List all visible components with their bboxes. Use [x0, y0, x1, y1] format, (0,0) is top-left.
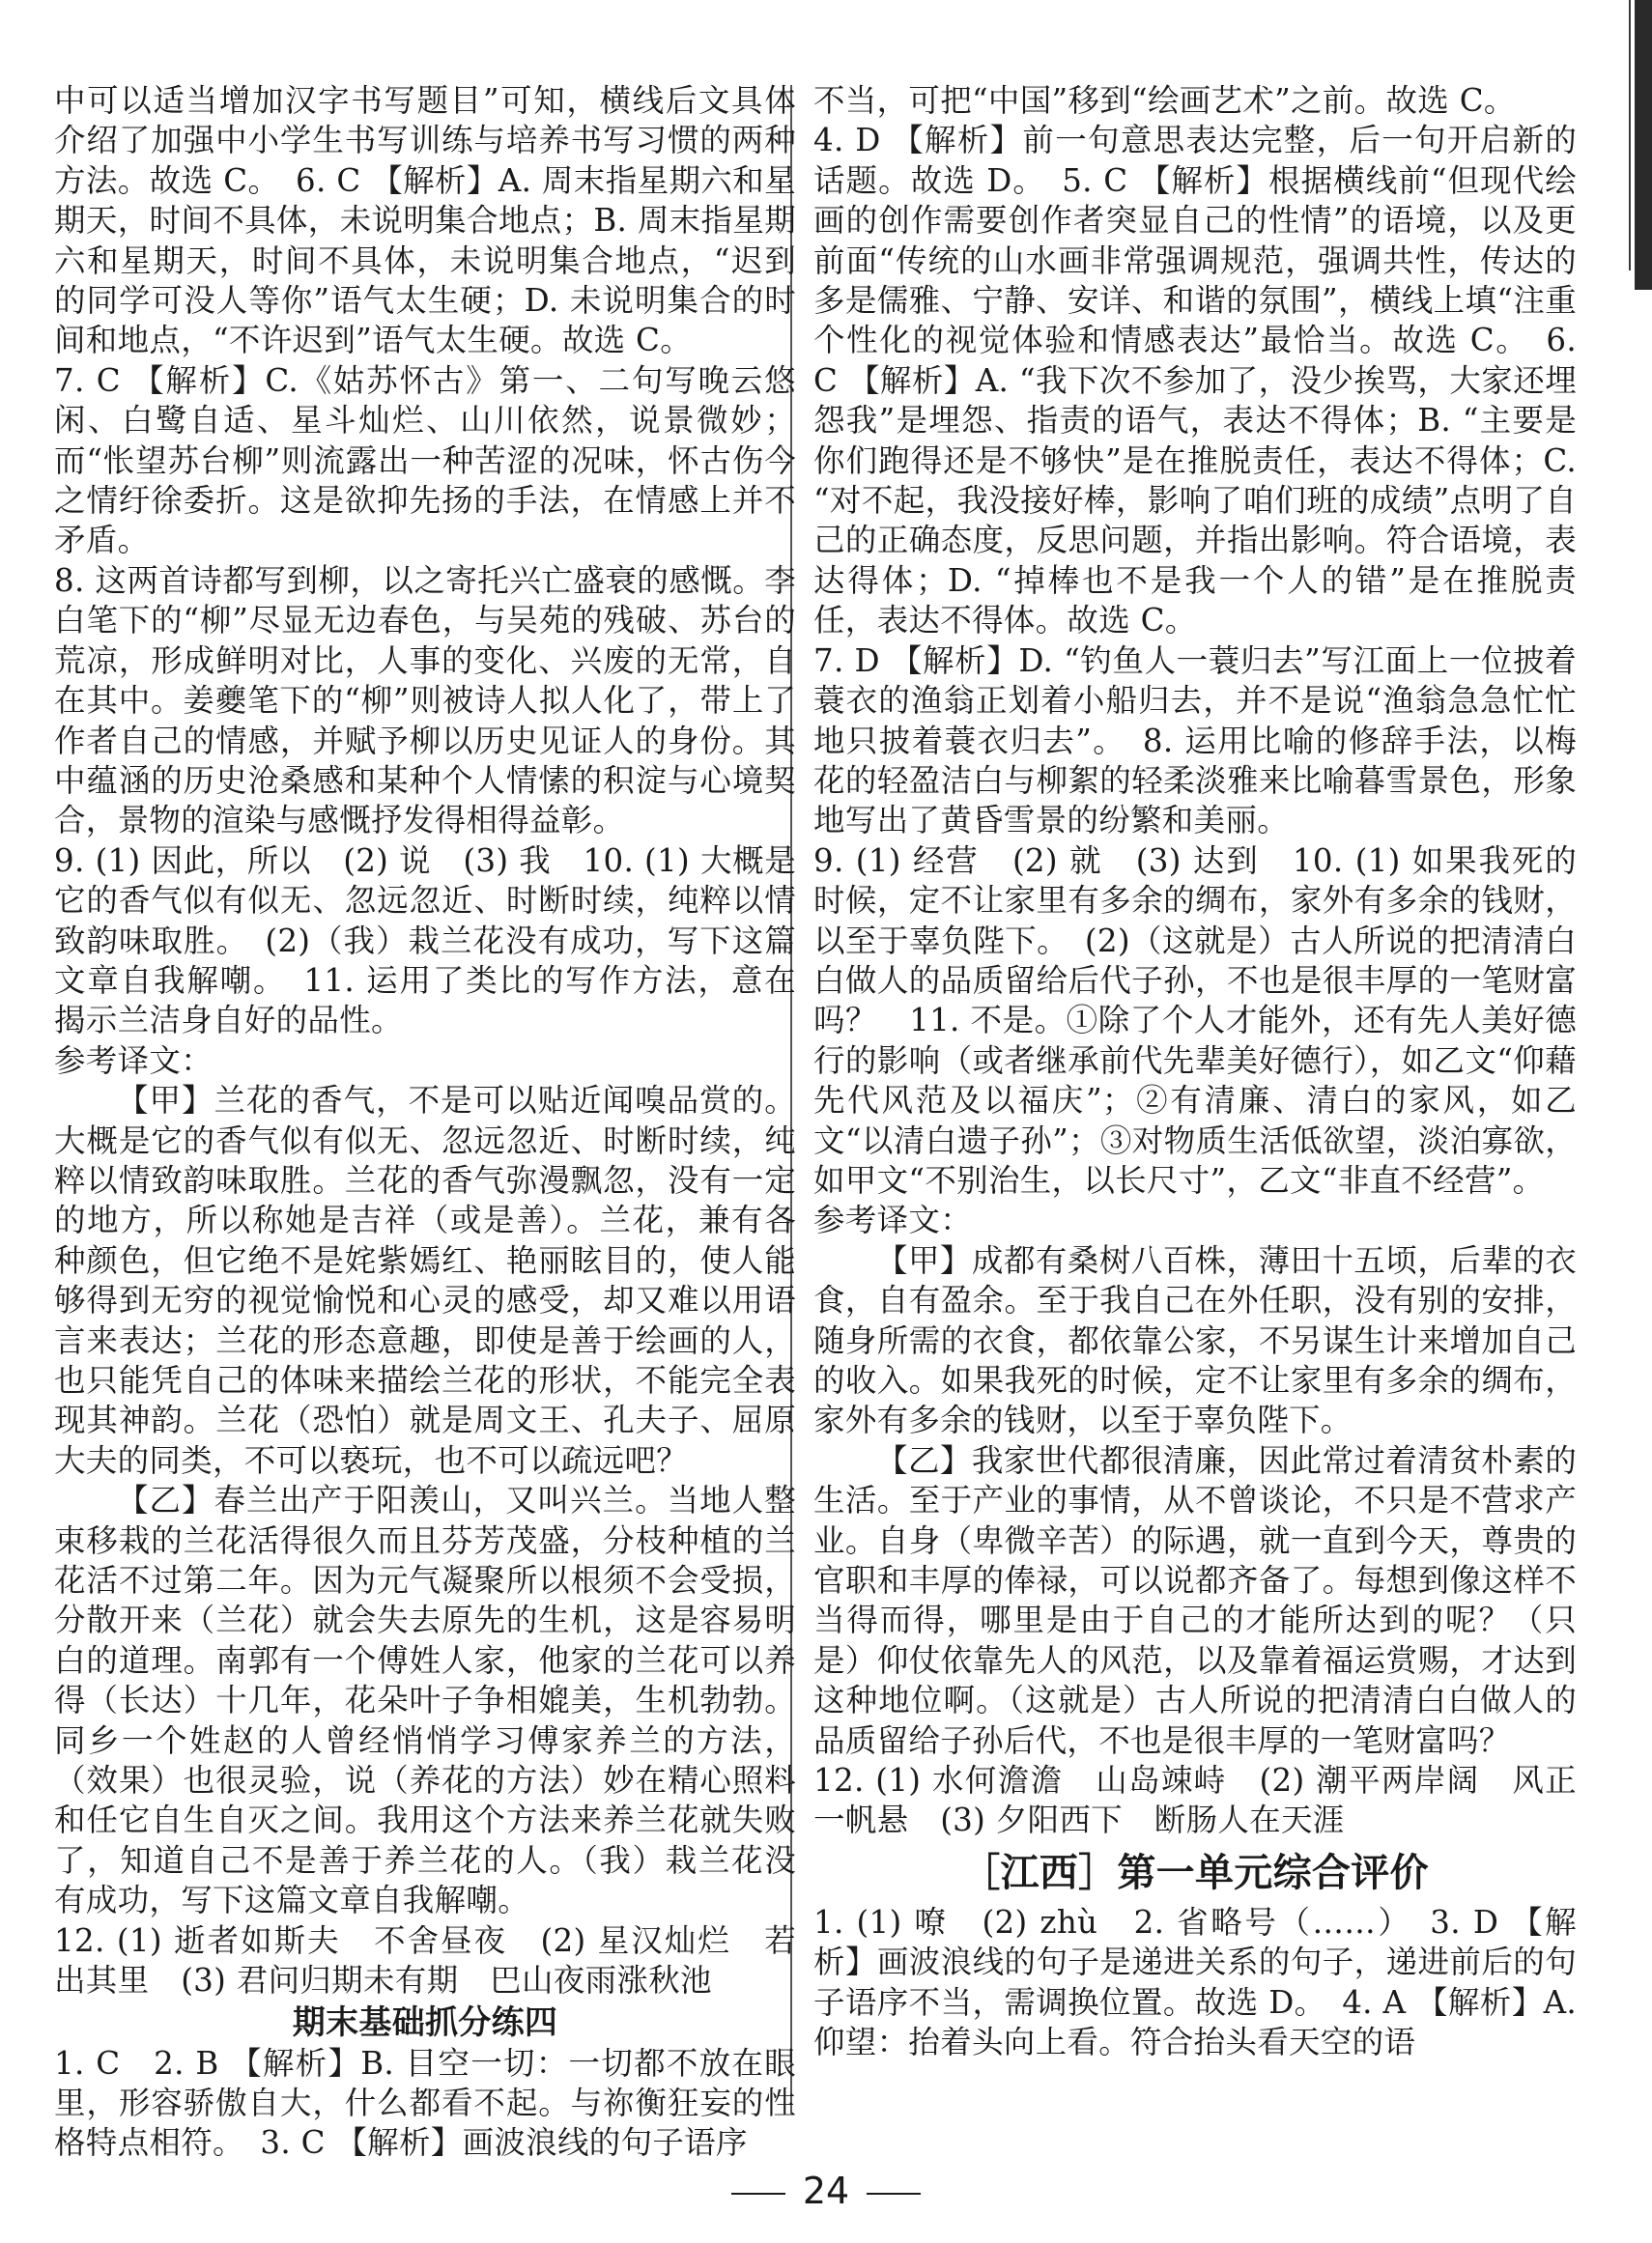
page-number: 24: [802, 2170, 850, 2212]
answer-paragraph: 12. (1) 水何澹澹 山岛竦峙 (2) 潮平两岸阔 风正一帆悬 (3) 夕阳西下 断肠人在天涯: [813, 1762, 1577, 1839]
answer-paragraph: 4. D 【解析】前一句意思表达完整，后一句开启新的话题。故选 D。 5. C 【解析】根据横线前“但现代绘画的创作需要创作者突显自己的性情”的语境，以及更前面“传统的山水画非常强调规范，强调共性，传达的多是儒雅、宁静、安详、和谐的氛围”，横线上填“注重个性化的视觉体验和情感表达”最恰当。故选 C。 6. C 【解析】A. “我下次不参加了，没少挨骂，大家还埋怨我”是埋怨、指责的语气，表达不得体；B. “主要是你们跑得还是不够快”是在推脱责任，表达不得体；C. “对不起，我没接好棒，影响了咱们班的成绩”点明了自己的正确态度，反思问题，并指出影响。符合语境，表达得体；D. “掉棒也不是我一个人的错”是在推脱责任，表达不得体。故选 C。: [813, 122, 1577, 639]
answer-paragraph: 12. (1) 逝者如斯夫 不舍昼夜 (2) 星汉灿烂 若出其里 (3) 君问归期未有期 巴山夜雨涨秋池: [54, 1921, 796, 2000]
translation-paragraph: 【甲】兰花的香气，不是可以贴近闻嗅品赏的。大概是它的香气似有似无、忽远忽近、时断时续，纯粹以情致韵味取胜。兰花的香气弥漫飘忽，没有一定的地方，所以称她是吉祥（或是善）。兰花，兼有各种颜色，但它绝不是姹紫嫣红、艳丽眩目的，使人能够得到无穷的视觉愉悦和心灵的感受，却又难以用语言来表达；兰花的形态意趣，即使是善于绘画的人，也只能凭自己的体味来描绘兰花的形状，不能完全表现其神韵。兰花（恐怕）就是周文王、孔夫子、屈原大夫的同类，不可以亵玩，也不可以疏远吧？: [54, 1082, 796, 1479]
page-edge-line: [1629, 0, 1631, 270]
section-title: 期末基础抓分练四: [292, 2002, 558, 2042]
answer-paragraph: 7. C 【解析】C.《姑苏怀古》第一、二句写晚云悠闲、白鹭自适、星斗灿烂、山川依然，说景微妙；而“怅望苏台柳”则流露出一种苦涩的况味，怀古伤今之情纡徐委折。这是欲抑先扬的手法，在情感上并不矛盾。: [54, 361, 796, 559]
right-column: [813, 81, 1577, 2063]
answer-paragraph: 9. (1) 因此，所以 (2) 说 (3) 我 10. (1) 大概是它的香气似有似无、忽远忽近、时断时续，纯粹以情致韵味取胜。 (2)（我）栽兰花没有成功，写下这篇文章自我解嘲。 11. 运用了类比的写作方法，意在揭示兰洁身自好的品性。: [54, 841, 796, 1039]
answer-paragraph: 8. 这两首诗都写到柳，以之寄托兴亡盛衰的感慨。李白笔下的“柳”尽显无边春色，与吴苑的残破、苏台的荒凉，形成鲜明对比，人事的变化、兴废的无常，自在其中。姜夔笔下的“柳”则被诗人拟人化了，带上了作者自己的情感，并赋予柳以历史见证人的身份。其中蕴涵的历史沧桑感和某种个人情愫的积淀与心境契合，景物的渲染与感慨抒发得相得益彰。: [54, 561, 796, 839]
left-column: [54, 81, 796, 2164]
translation-paragraph: 【乙】春兰出产于阳羡山，又叫兴兰。当地人整束移栽的兰花活得很久而且芬芳茂盛，分枝种植的兰花活不过第二年。因为元气凝聚所以根须不会受损，分散开来（兰花）就会失去原先的生机，这是容易明白的道理。南郭有一个傅姓人家，他家的兰花可以养得（长达）十几年，花朵叶子争相媲美，生机勃勃。同乡一个姓赵的人曾经悄悄学习傅家养兰的方法，（效果）也很灵验，说（养花的方法）妙在精心照料和任它自生自灭之间。我用这个方法来养兰花就失败了，知道自己不是善于养兰花的人。（我）栽兰花没有成功，写下这篇文章自我解嘲。: [54, 1482, 796, 1919]
page-footer: [0, 2168, 1652, 2214]
unit-title: ［江西］第一单元综合评价: [961, 1850, 1429, 1895]
answer-paragraph: 中可以适当增加汉字书写题目”可知，横线后文具体介绍了加强中小学生书写训练与培养书写习惯的两种方法。故选 C。 6. C 【解析】A. 周末指星期六和星期天，时间不具体，未说明集合地点；B. 周末指星期六和星期天，时间不具体，未说明集合地点，“迟到的同学可没人等你”语气太生硬；D. 未说明集合的时间和地点，“不许迟到”语气太生硬。故选 C。: [54, 82, 796, 359]
answer-paragraph: 参考译文：: [54, 1041, 214, 1079]
footer-dash-left: [731, 2193, 785, 2195]
translation-paragraph: 【乙】我家世代都很清廉，因此常过着清贫朴素的生活。至于产业的事情，从不曾谈论，不只是不营求产业。自身（卑微辛苦）的际遇，就一直到今天，尊贵的官职和丰厚的俸禄，可以说都齐备了。每想到像这样不当得而得，哪里是由于自己的才能所达到的呢？（只是）仰仗依靠先人的风范，以及靠着福运赏赐，才达到这种地位啊。（这就是）古人所说的把清清白白做人的品质留给子孙后代，不也是很丰厚的一笔财富吗？: [813, 1441, 1577, 1759]
answer-paragraph: 1. C 2. B 【解析】B. 目空一切：一切都不放在眼里，形容骄傲自大，什么都看不起。与祢衡狂妄的性格特点相符。 3. C 【解析】画波浪线的句子语序: [54, 2044, 796, 2162]
page-edge-shadow: [1635, 0, 1652, 290]
answer-paragraph: 7. D 【解析】D. “钓鱼人一蓑归去”写江面上一位披着蓑衣的渔翁正划着小船归去，并不是说“渔翁急急忙忙地只披着蓑衣归去”。 8. 运用比喻的修辞手法，以梅花的轻盈洁白与柳絮的轻柔淡雅来比喻暮雪景色，形象地写出了黄昏雪景的纷繁和美丽。: [813, 641, 1577, 839]
translation-paragraph: 【甲】成都有桑树八百株，薄田十五顷，后辈的衣食，自有盈余。至于我自己在外任职，没有别的安排，随身所需的衣食，都依靠公家，不另谋生计来增加自己的收入。如果我死的时候，定不让家里有多余的绸布，家外有多余的钱财，以至于辜负陛下。: [813, 1241, 1577, 1439]
answer-paragraph: 1. (1) 嘹 (2) zhù 2. 省略号（……） 3. D 【解析】画波浪线的句子是递进关系的句子，递进前后的句子语序不当，需调换位置。故选 D。 4. A 【解析】A. 仰望：抬着头向上看。符合抬头看天空的语: [813, 1903, 1577, 2061]
answer-paragraph: 不当，可把“中国”移到“绘画艺术”之前。故选 C。: [813, 82, 1516, 119]
answer-paragraph: 9. (1) 经营 (2) 就 (3) 达到 10. (1) 如果我死的时候，定不让家里有多余的绸布，家外有多余的钱财，以至于辜负陛下。 (2)（这就是）古人所说的把清清白白做人的品质留给后代子孙，不也是很丰厚的一笔财富吗？ 11. 不是。①除了个人才能外，还有先人美好德行的影响（或者继承前代先辈美好德行），如乙文“仰藉先代风范及以福庆”；②有清廉、清白的家风，如乙文“以清白遗子孙”；③对物质生活低欲望，淡泊寡欲，如甲文“不别治生，以长尺寸”，乙文“非直不经营”。: [813, 841, 1577, 1199]
footer-dash-right: [867, 2193, 921, 2195]
answer-paragraph: 参考译文：: [813, 1202, 973, 1239]
